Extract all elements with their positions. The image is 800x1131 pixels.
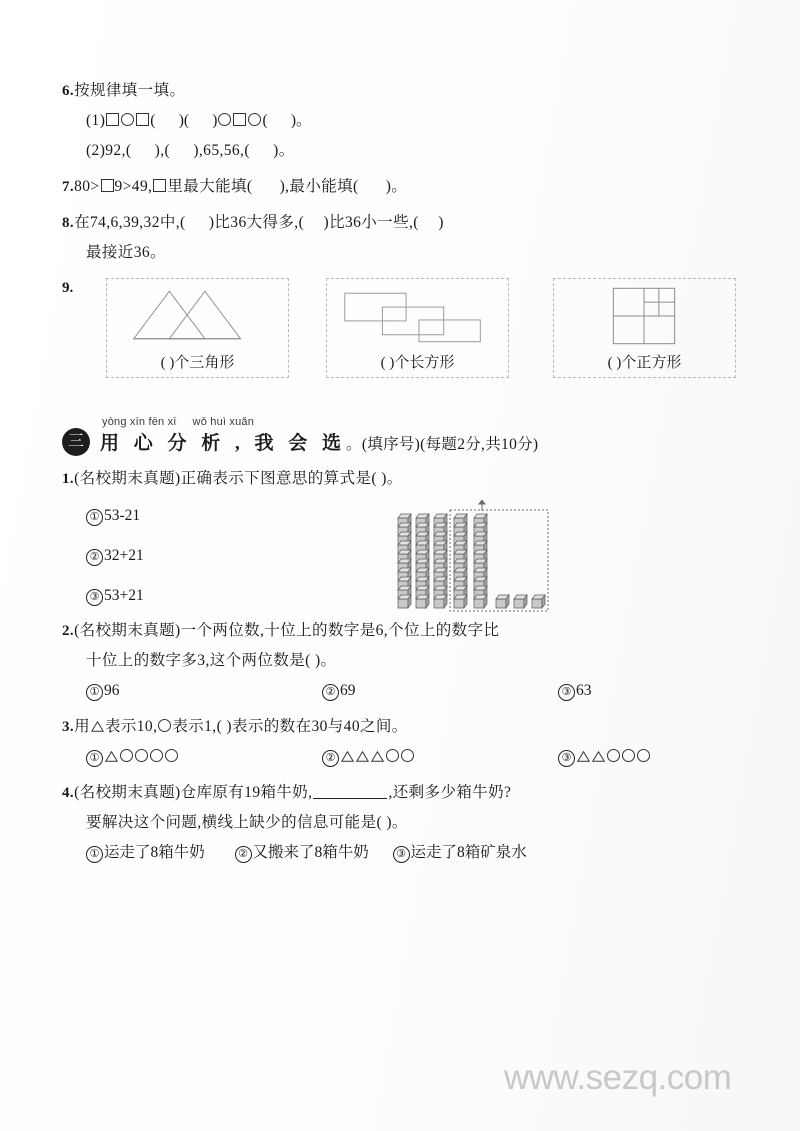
question-7-number: 7. — [62, 179, 75, 195]
question-8-number: 8. — [62, 215, 75, 231]
circle-shape-icon — [121, 113, 134, 126]
option-text: 32+21 — [104, 547, 144, 564]
question-6 — [62, 76, 742, 166]
overlapping-triangles-figure — [107, 283, 288, 347]
choice-question-4-line-1 — [62, 778, 742, 808]
question-6-stem — [62, 76, 742, 106]
option-marker: ③ — [393, 846, 410, 863]
figure-caption-rectangles[interactable]: ( )个长方形 — [380, 355, 455, 371]
triangle-shape-icon — [105, 743, 118, 754]
circle-shape-icon — [218, 113, 231, 126]
choice-question-4 — [62, 778, 742, 838]
choice-question-2-stem-line-2: 十位上的数字多3,这个两位数是( )。 — [86, 652, 337, 669]
question-8-part-b: )比36大得多,( — [208, 214, 305, 231]
fill-in-underline[interactable] — [313, 784, 387, 799]
answer-blank[interactable] — [186, 208, 209, 238]
question-7-stem — [62, 172, 742, 202]
question-8-part-a: 在74,6,39,32中,( — [74, 214, 186, 231]
option-row[interactable] — [558, 742, 651, 772]
option-row[interactable] — [86, 576, 144, 616]
subdivided-square-figure — [554, 283, 735, 347]
square-shape-icon — [101, 179, 114, 192]
triangle-shape-icon — [592, 743, 605, 754]
option-text: 63 — [576, 682, 592, 699]
answer-blank[interactable]: ( ) — [150, 112, 184, 129]
section-pinyin-part-2: wǒ huì xuǎn — [192, 416, 255, 428]
choice-question-3-stem — [62, 712, 742, 742]
option-row[interactable] — [322, 676, 558, 706]
circle-shape-icon — [637, 749, 650, 762]
option-row[interactable] — [86, 536, 144, 576]
circle-shape-icon — [150, 749, 163, 762]
choice-question-3-part-b: 表示10, — [104, 718, 158, 735]
triangle-shape-icon — [577, 743, 590, 754]
circle-shape-icon — [158, 719, 171, 732]
choice-question-4-options — [62, 838, 742, 868]
option-marker: ① — [86, 846, 103, 863]
option-marker: ② — [86, 549, 103, 566]
figure-box-rectangles — [326, 278, 509, 378]
circle-shape-icon — [165, 749, 178, 762]
option-marker: ③ — [86, 589, 103, 606]
circle-shape-icon — [401, 749, 414, 762]
choice-question-2-number: 2. — [62, 623, 75, 639]
option-row[interactable] — [86, 676, 322, 706]
choice-question-1-body — [62, 496, 742, 616]
choice-question-1-stem-text: (名校期末真题)正确表示下图意思的算式是( )。 — [74, 470, 403, 487]
option-text: 69 — [340, 682, 356, 699]
option-text: 96 — [104, 682, 120, 699]
choice-question-2-stem-line-1: (名校期末真题)一个两位数,十位上的数字是6,个位上的数字比 — [74, 622, 500, 639]
square-shape-icon — [136, 113, 149, 126]
answer-blank[interactable] — [252, 172, 279, 202]
section-number-badge: 三 — [62, 428, 90, 456]
option-row[interactable] — [558, 676, 592, 706]
choice-question-4-part-a: (名校期末真题)仓库原有19箱牛奶, — [74, 784, 313, 801]
question-8-part-d: ) — [438, 214, 444, 231]
question-7 — [62, 172, 742, 202]
circle-shape-icon — [622, 749, 635, 762]
question-7-part-e: )。 — [385, 178, 408, 195]
circle-shape-icon — [120, 749, 133, 762]
choice-question-3-number: 3. — [62, 719, 75, 735]
question-6-sub1 — [62, 106, 742, 136]
option-text: 运走了8箱牛奶 — [104, 844, 205, 861]
option-row[interactable] — [86, 844, 205, 861]
choice-question-2-options — [62, 676, 742, 706]
figure-box-triangles — [106, 278, 289, 378]
circle-shape-icon — [386, 749, 399, 762]
option-row[interactable] — [86, 742, 322, 772]
question-6-sub2-c: ),65,56,( — [193, 142, 250, 159]
question-7-part-c: 里最大能填( — [167, 178, 253, 195]
choice-question-1-options — [86, 496, 144, 616]
option-marker: ③ — [558, 684, 575, 701]
question-7-part-d: ),最小能填( — [279, 178, 359, 195]
figure-box-squares — [553, 278, 736, 378]
choice-question-1 — [62, 464, 742, 494]
answer-blank[interactable]: ( ) — [262, 112, 297, 129]
option-row[interactable] — [393, 844, 527, 861]
choice-question-4-line-2: 要解决这个问题,横线上缺少的信息可能是( )。 — [86, 814, 408, 831]
option-row[interactable] — [322, 742, 558, 772]
option-marker: ② — [235, 846, 252, 863]
section-pinyin — [100, 414, 538, 430]
overlapping-rectangles-figure — [327, 283, 508, 347]
question-7-part-a: 80> — [74, 178, 100, 195]
choice-question-1-number: 1. — [62, 471, 75, 487]
base-ten-blocks-figure — [362, 500, 582, 612]
option-marker: ① — [86, 684, 103, 701]
triangle-shape-icon — [91, 713, 104, 724]
question-6-sub2-b: ),( — [154, 142, 171, 159]
square-shape-icon — [153, 179, 166, 192]
circle-shape-icon — [607, 749, 620, 762]
question-8 — [62, 208, 742, 268]
choice-question-4-number: 4. — [62, 785, 75, 801]
question-8-line-2: 最接近36。 — [86, 244, 166, 261]
answer-blank[interactable]: ( ) — [183, 112, 218, 129]
choice-question-3-part-a: 用 — [74, 718, 90, 735]
section-header — [62, 414, 742, 462]
question-9 — [62, 278, 742, 380]
question-9-number: 9. — [62, 280, 74, 296]
option-marker: ① — [86, 750, 103, 767]
circle-shape-icon — [135, 749, 148, 762]
site-watermark: www.sezq.com — [504, 1058, 732, 1097]
question-6-sub1-tail: 。 — [296, 112, 312, 129]
triangle-shape-icon — [371, 743, 384, 754]
option-marker: ③ — [558, 750, 575, 767]
question-6-sub2-a: (2)92,( — [86, 142, 132, 159]
option-marker: ① — [86, 509, 103, 526]
figure-caption-squares[interactable]: ( )个正方形 — [607, 355, 682, 371]
option-text: 又搬来了8箱牛奶 — [252, 844, 369, 861]
question-6-stem-text: 按规律填一填。 — [74, 82, 186, 99]
option-text: 53+21 — [104, 587, 144, 604]
option-marker: ② — [322, 684, 339, 701]
section-title — [100, 430, 538, 459]
option-row[interactable] — [86, 496, 144, 536]
figure-caption-triangles[interactable]: ( )个三角形 — [160, 355, 235, 371]
choice-question-2 — [62, 616, 742, 676]
answer-blank[interactable] — [170, 136, 193, 166]
question-6-sub1-prefix: (1) — [86, 112, 106, 129]
answer-blank[interactable] — [304, 208, 323, 238]
pointer-arrow-icon — [479, 500, 485, 511]
question-6-sub2 — [62, 136, 742, 166]
answer-blank[interactable] — [359, 172, 386, 202]
answer-blank[interactable] — [419, 208, 438, 238]
choice-question-3-part-c: 表示1,( )表示的数在30与40之间。 — [172, 718, 408, 735]
circle-shape-icon — [248, 113, 261, 126]
option-text: 53-21 — [104, 507, 141, 524]
question-7-part-b: 9>49, — [114, 178, 153, 195]
square-shape-icon — [233, 113, 246, 126]
section-title-main: 用 心 分 析 , 我 会 选 — [100, 433, 347, 454]
option-row[interactable] — [235, 844, 369, 861]
choice-question-4-part-b: ,还剩多少箱牛奶? — [388, 784, 512, 801]
choice-question-2-line-1 — [62, 616, 742, 646]
choice-question-3-options — [62, 742, 742, 772]
worksheet-content — [62, 76, 742, 868]
section-header-text — [100, 414, 538, 459]
question-6-sub2-d: )。 — [273, 142, 295, 159]
option-text: 运走了8箱矿泉水 — [410, 844, 527, 861]
option-marker: ② — [322, 750, 339, 767]
section-pinyin-part-1: yòng xīn fēn xī — [102, 416, 177, 428]
question-8-part-c: )比36小一些,( — [323, 214, 419, 231]
section-title-scoring: 。(填序号)(每题2分,共10分) — [346, 436, 539, 453]
answer-blank[interactable] — [250, 136, 273, 166]
answer-blank[interactable] — [131, 136, 154, 166]
choice-question-3 — [62, 712, 742, 742]
square-shape-icon — [106, 113, 119, 126]
triangle-shape-icon — [341, 743, 354, 754]
choice-question-1-stem — [62, 464, 742, 494]
question-6-number: 6. — [62, 83, 75, 99]
triangle-shape-icon — [356, 743, 369, 754]
question-8-line-1 — [62, 208, 742, 238]
